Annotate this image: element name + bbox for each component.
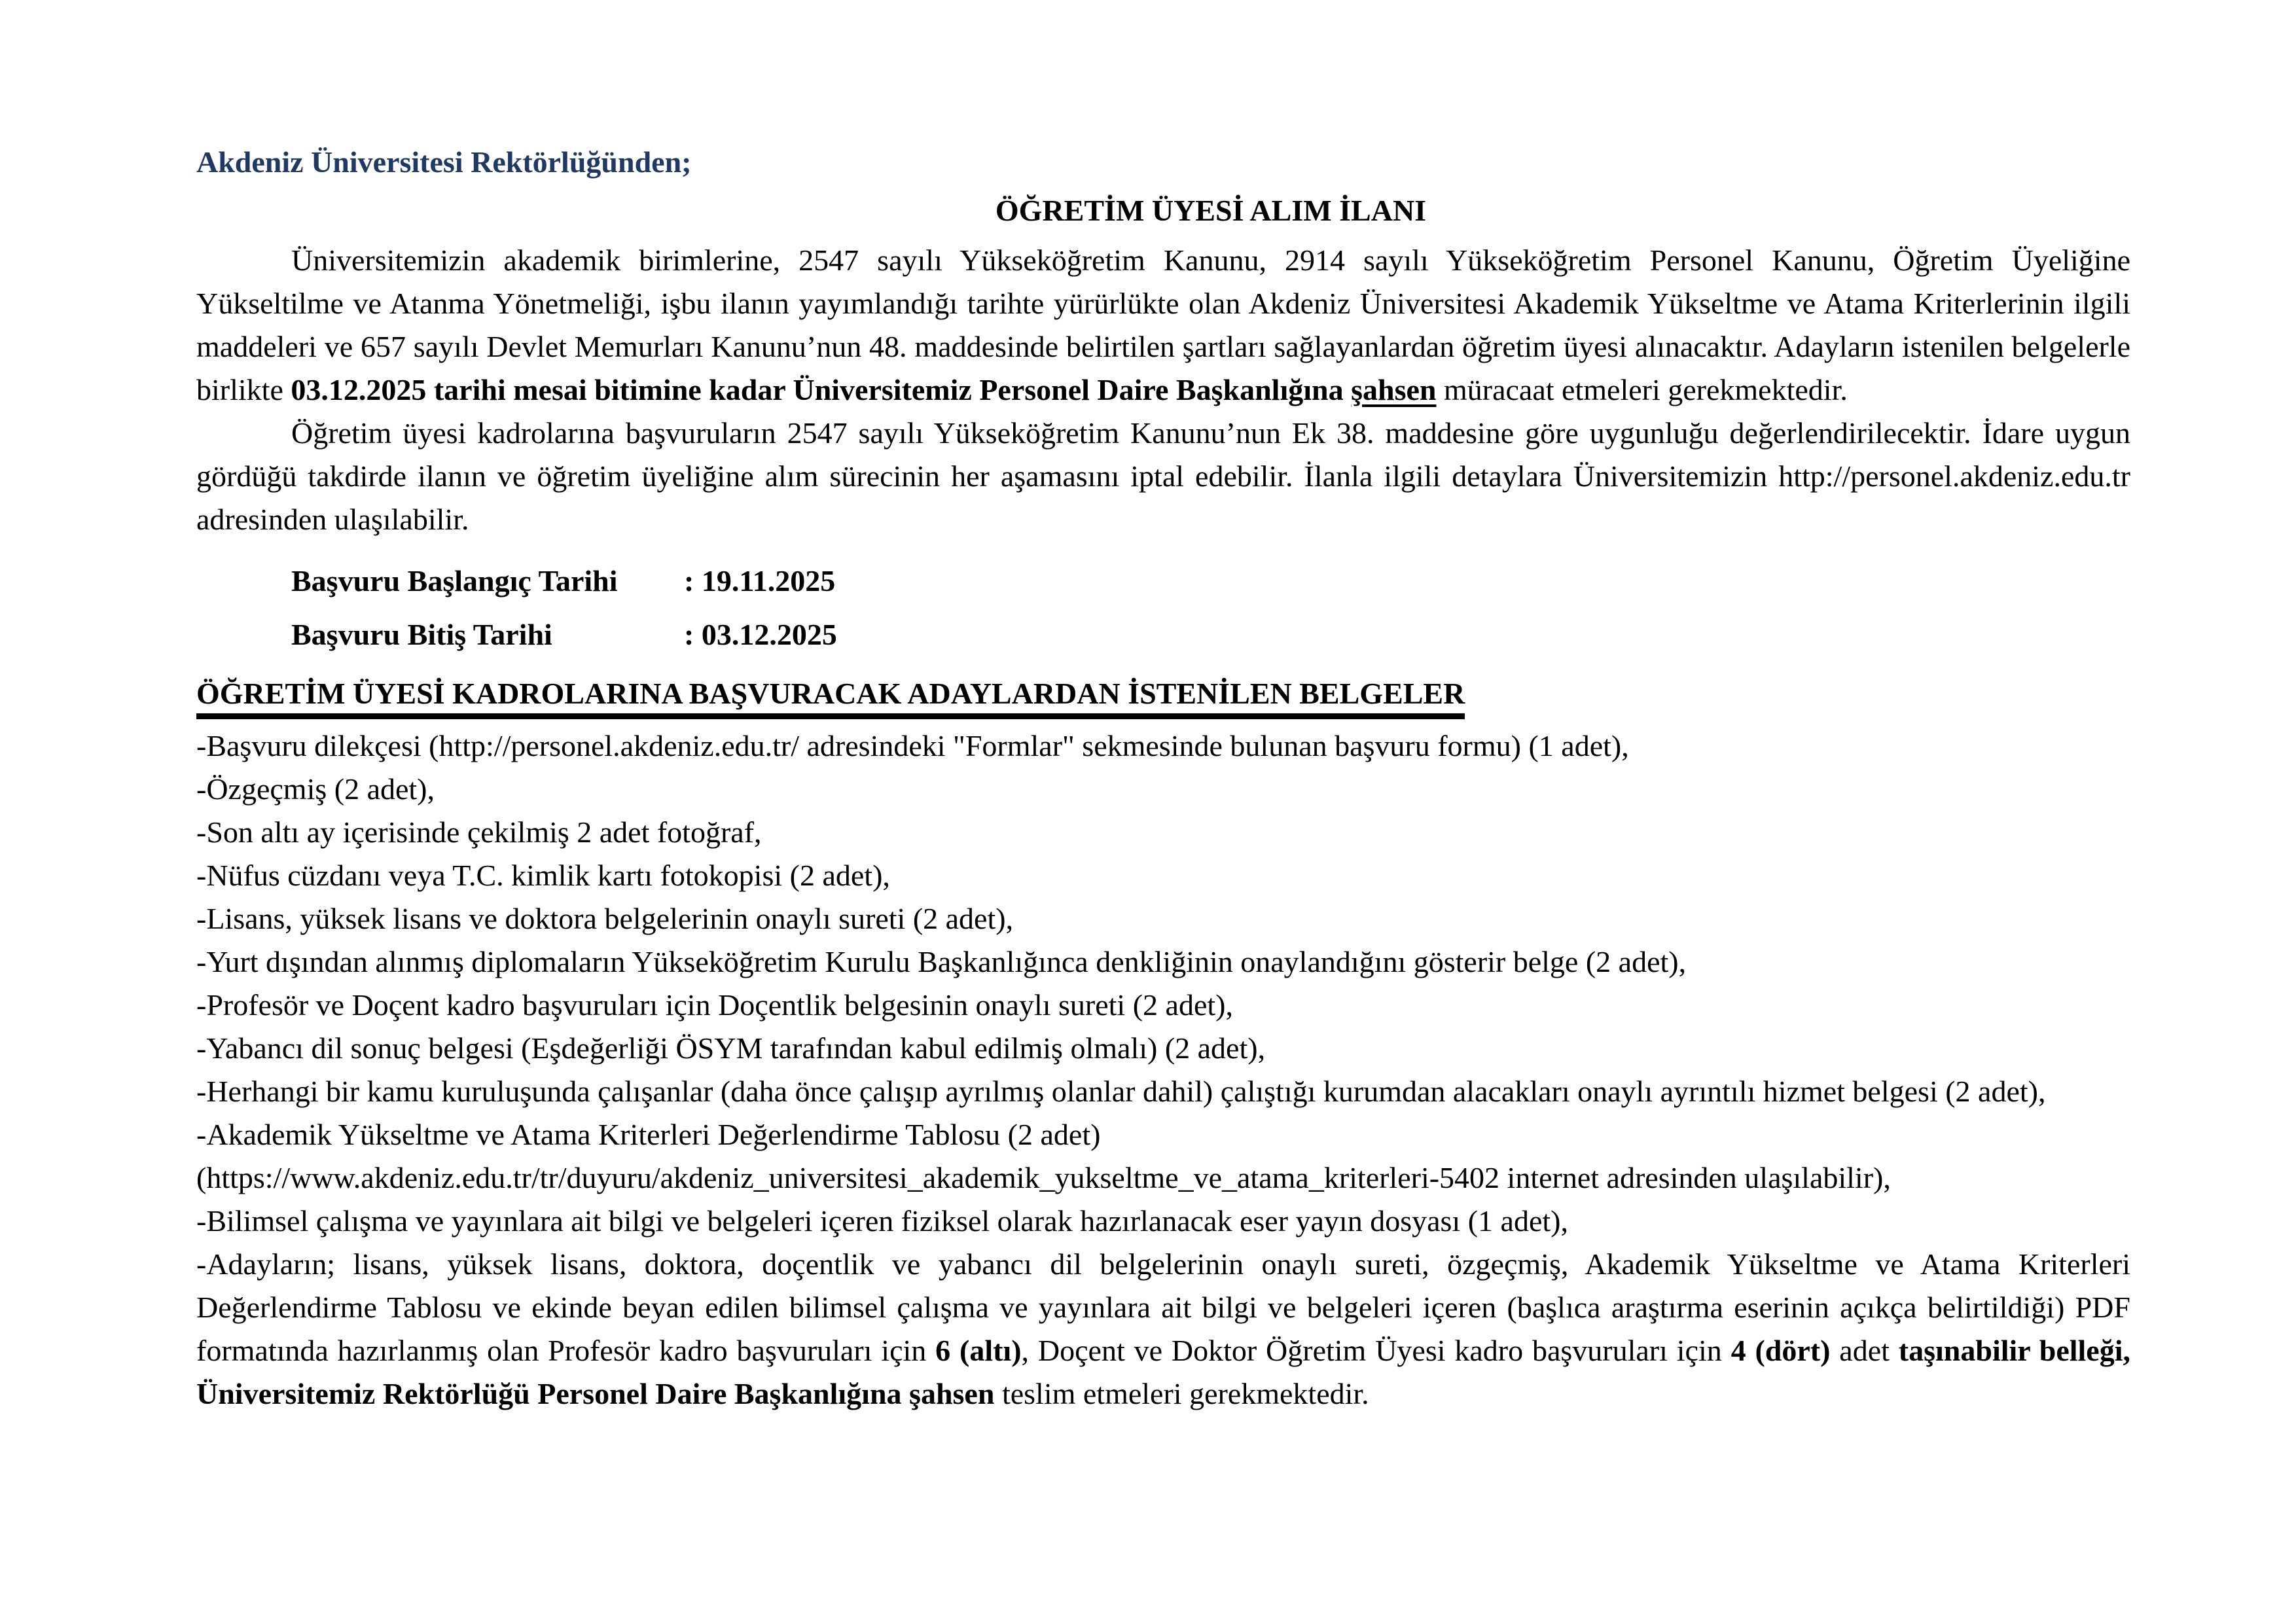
list-item-url: (https://www.akdeniz.edu.tr/tr/duyuru/akdeniz_universitesi_akademik_yukseltme_ve_atama_kriterleri-5402 internet adresinden ulaşılabilir), <box>196 1161 1891 1194</box>
intro-text: Üniversitemizin akademik birimlerine, 2547 sayılı Yükseköğretim Kanunu, 2914 sayılı Yükseköğretim Personel Kanunu, Öğretim Üyeliğine Yükseltilme ve Atanma Yönetmeliği, işbu ilanın yayımlandığı tarihte yürürlükte olan Akdeniz Üniversitesi Akademik Yükseltme ve Atama Kriterlerinin ilgili maddeleri ve 657 sayılı Devlet Memurları Kanunu’nun 48. maddesinde belirtilen şartları sağlayanlardan öğretim üyesi alınacaktır. Adayların istenilen belgelerle birlikte <box>196 243 2130 406</box>
date-row-end <box>291 608 2130 662</box>
final-item-text: -Adayların; lisans, yüksek lisans, doktora, doçentlik ve yabancı dil belgelerinin onaylı sureti, özgeçmiş, Akademik Yükseltme ve Atama Kriterleri Değerlendirme Tablosu ve ekinde beyan edilen bilimsel çalışma ve yayınlara ait bilgi ve belgeleri içeren (başlıca araştırma eserinin açıkça belirtildiği) PDF formatında hazırlanmış olan Profesör kadro başvuruları için <box>196 1247 2130 1367</box>
list-item: -Başvuru dilekçesi (http://personel.akdeniz.edu.tr/ adresindeki "Formlar" sekmesinde bulunan başvuru formu) (1 adet), <box>196 729 1629 762</box>
start-date-value: : 19.11.2025 <box>684 564 836 597</box>
final-item-delivery-bold: taşınabilir belleği, Üniversitemiz Rektörlüğü Personel Daire Başkanlığına şahsen <box>196 1334 2130 1410</box>
intro-in-person-emphasis: şahsen <box>1351 373 1437 406</box>
application-dates <box>291 554 2130 662</box>
final-item-text-2: , Doçent ve Doktor Öğretim Üyesi kadro başvuruları için <box>1021 1334 1731 1367</box>
list-item: -Bilimsel çalışma ve yayınlara ait bilgi ve belgeleri içeren fiziksel olarak hazırlanacak eser yayın dosyası (1 adet), <box>196 1204 1568 1238</box>
final-item-count-professor: 6 (altı) <box>935 1334 1022 1367</box>
list-item: -Nüfus cüzdanı veya T.C. kimlik kartı fotokopisi (2 adet), <box>196 859 890 892</box>
document-content <box>196 141 2130 1416</box>
org-header: Akdeniz Üniversitesi Rektörlüğünden; <box>196 145 692 179</box>
intro-text-end: müracaat etmeleri gerekmektedir. <box>1436 373 1848 406</box>
list-item: -Herhangi bir kamu kuruluşunda çalışanlar (daha önce çalışıp ayrılmış olanlar dahil) çalıştığı kurumdan alacakları onaylı ayrıntılı hizmet belgesi (2 adet), <box>196 1075 2046 1108</box>
list-item: -Yabancı dil sonuç belgesi (Eşdeğerliği ÖSYM tarafından kabul edilmiş olmalı) (2 adet), <box>196 1031 1266 1065</box>
date-row-start <box>291 554 2130 608</box>
announcement-title: ÖĞRETİM ÜYESİ ALIM İLANI <box>995 194 1427 227</box>
list-item: -Profesör ve Doçent kadro başvuruları için Doçentlik belgesinin onaylı sureti (2 adet), <box>196 988 1233 1022</box>
end-date-value: : 03.12.2025 <box>684 618 837 651</box>
final-document-item <box>196 1243 2130 1416</box>
intro-deadline-bold: 03.12.2025 tarihi mesai bitimine kadar Üniversitemiz Personel Daire Başkanlığına <box>291 373 1352 406</box>
list-item: -Akademik Yükseltme ve Atama Kriterleri Değerlendirme Tablosu (2 adet) <box>196 1118 1101 1151</box>
required-documents-heading-text: ÖĞRETİM ÜYESİ KADROLARINA BAŞVURACAK ADAYLARDAN İSTENİLEN BELGELER <box>196 677 1465 719</box>
required-documents-heading <box>196 672 2130 715</box>
list-item: -Yurt dışından alınmış diplomaların Yükseköğretim Kurulu Başkanlığınca denkliğinin onaylandığını gösterir belge (2 adet), <box>196 945 1687 978</box>
final-item-text-3: adet <box>1830 1334 1899 1367</box>
list-item: -Özgeçmiş (2 adet), <box>196 772 435 806</box>
end-date-label: Başvuru Bitiş Tarihi <box>291 618 552 651</box>
start-date-label: Başvuru Başlangıç Tarihi <box>291 564 618 597</box>
document-list <box>196 724 2130 1416</box>
list-item: -Lisans, yüksek lisans ve doktora belgelerinin onaylı sureti (2 adet), <box>196 902 1014 935</box>
final-item-text-4: teslim etmeleri gerekmektedir. <box>994 1377 1369 1410</box>
final-item-count-docent: 4 (dört) <box>1731 1334 1831 1367</box>
second-paragraph: Öğretim üyesi kadrolarına başvuruların 2547 sayılı Yükseköğretim Kanunu’nun Ek 38. maddesine göre uygunluğu değerlendirilecektir. İdare uygun gördüğü takdirde ilanın ve öğretim üyeliğine alım sürecinin her aşamasını iptal edebilir. İlanla ilgili detaylara Üniversitemizin http://personel.akdeniz.edu.tr adresinden ulaşılabilir. <box>196 416 2130 536</box>
list-item: -Son altı ay içerisinde çekilmiş 2 adet fotoğraf, <box>196 815 762 849</box>
intro-paragraph <box>196 239 2130 412</box>
